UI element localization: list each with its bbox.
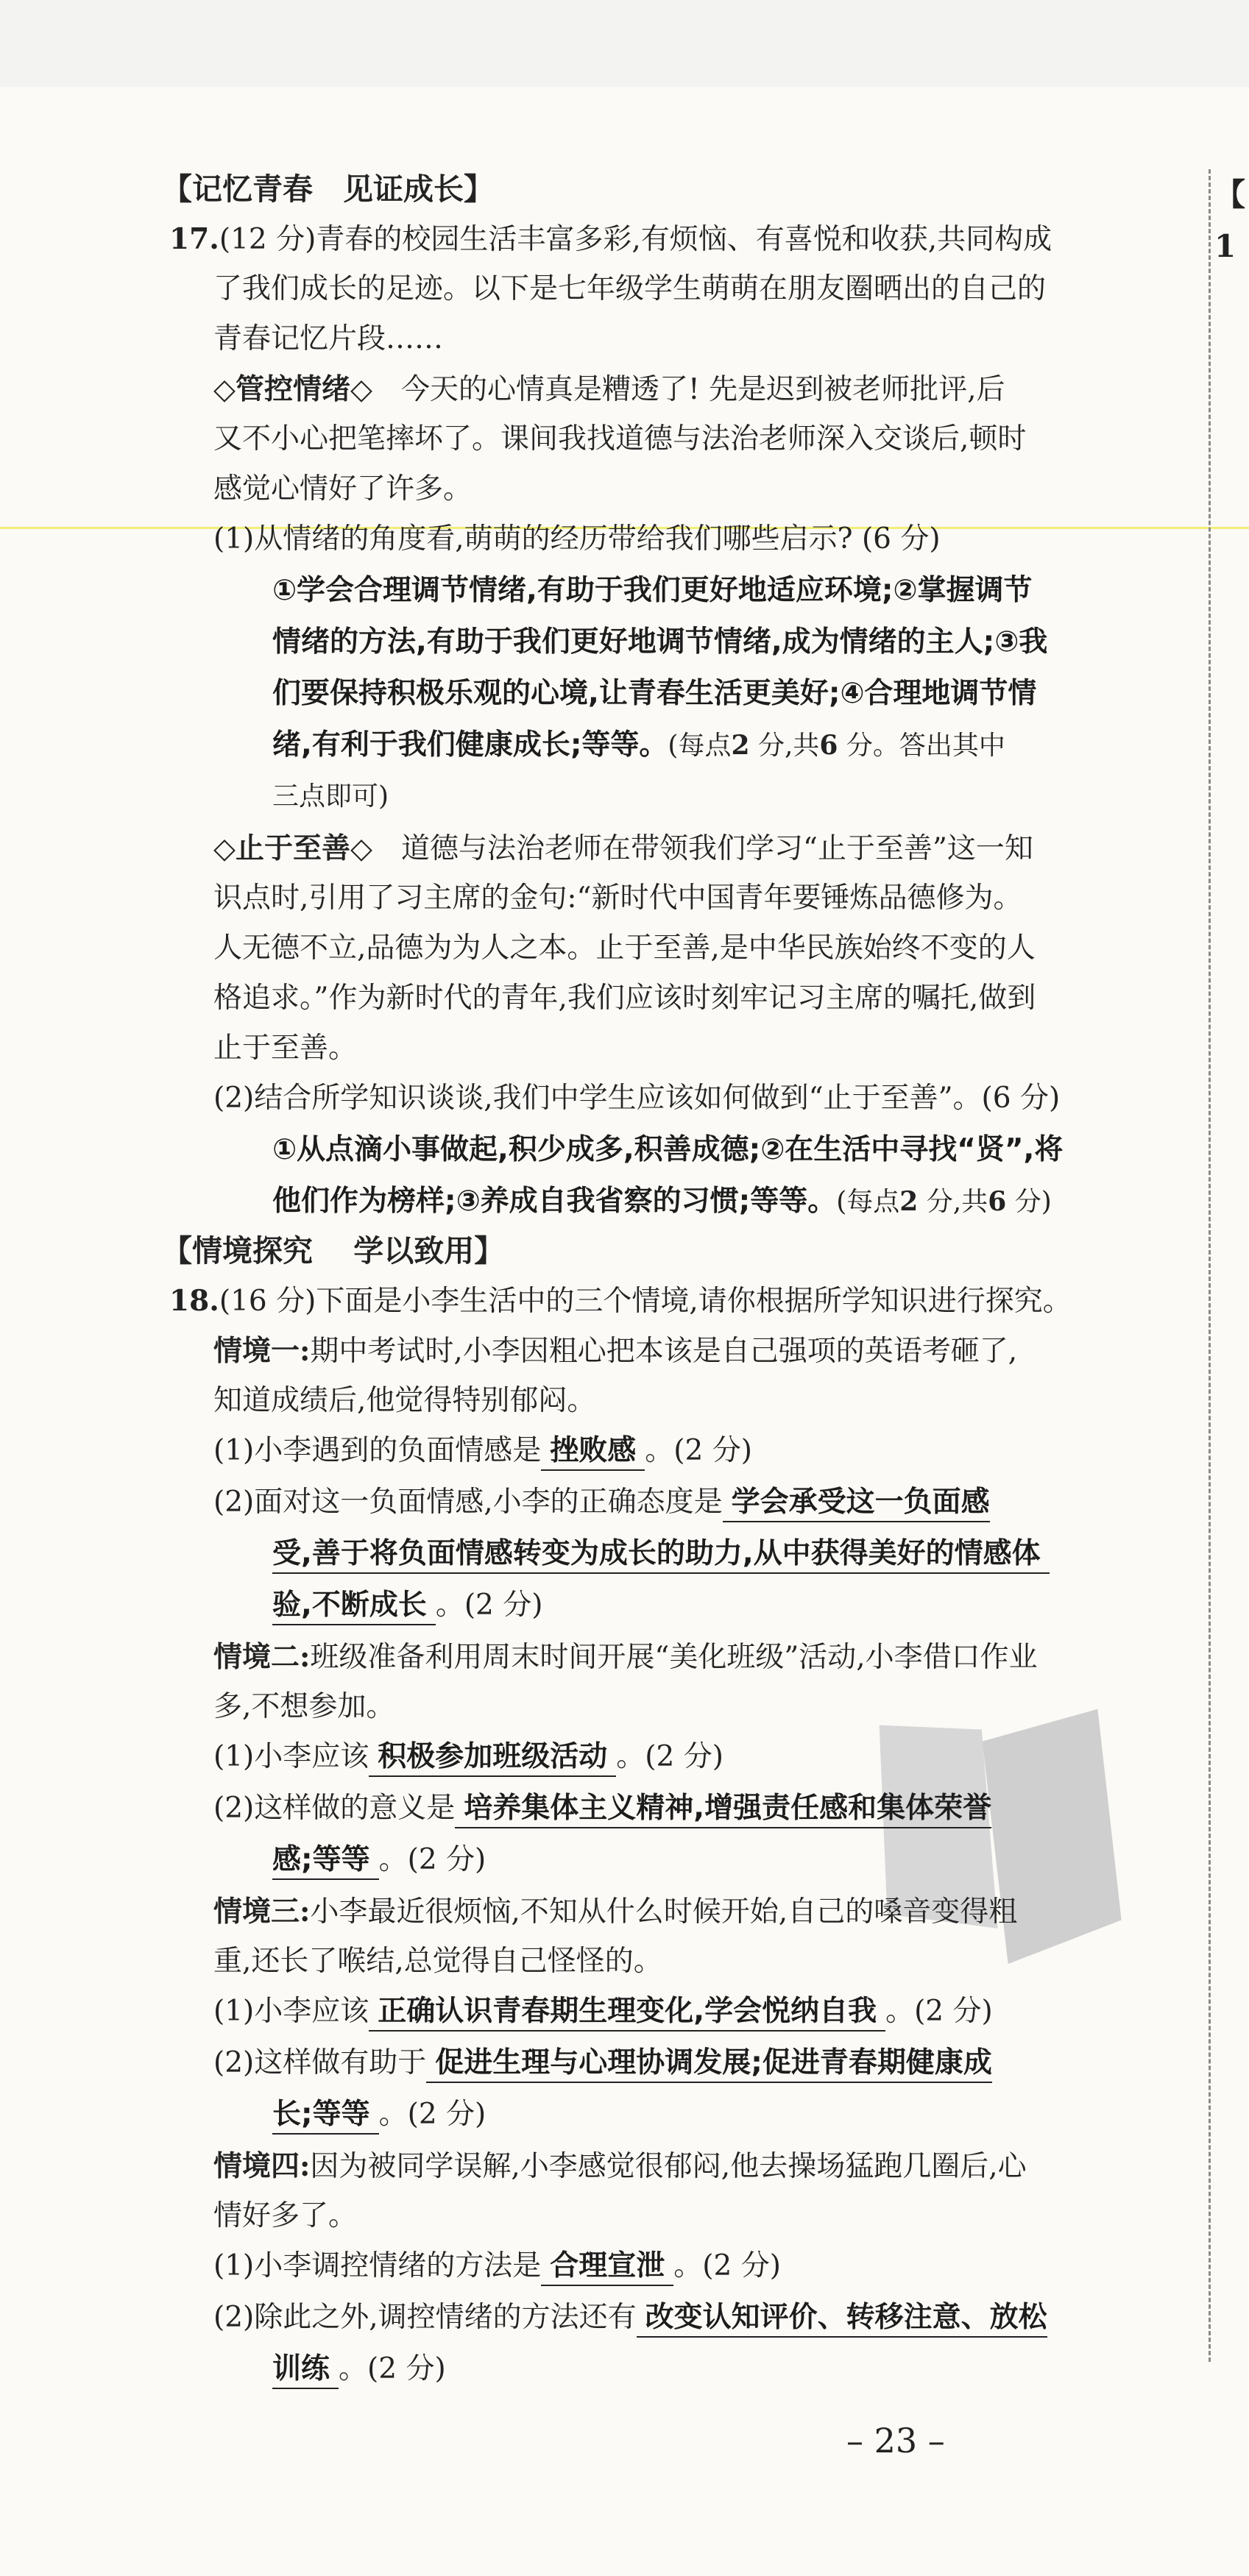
question-17-line-2: 了我们成长的足迹。以下是七年级学生萌萌在朋友圈晒出的自己的 xyxy=(213,272,1047,305)
material-2-line-4: 格追求。”作为新时代的青年,我们应该时刻牢记习主席的嘱托,做到 xyxy=(213,982,1036,1015)
material-text: 今天的心情真是糟透了! 先是迟到被老师批评,后 xyxy=(372,373,1005,406)
scenario-2-q1: (1)小李应该 积极参加班级活动 。(2 分) xyxy=(213,1734,723,1781)
fill-answer: 挫败感 xyxy=(541,1433,645,1471)
fill-answer: 培养集体主义精神,增强责任感和集体荣誉 xyxy=(455,1790,991,1828)
material-tag: ◇止于至善◇ xyxy=(213,831,372,865)
scenario-label: 情境二: xyxy=(213,1640,311,1674)
scenario-2-line-1: 情境二:班级准备利用周末时间开展“美化班级”活动,小李借口作业 xyxy=(213,1640,1038,1674)
material-2-line-3: 人无德不立,品德为为人之本。止于至善,是中华民族始终不变的人 xyxy=(213,932,1036,965)
right-column-number: 1 xyxy=(1214,228,1236,264)
fill-answer: 感;等等 xyxy=(272,1842,379,1880)
material-2-line-5: 止于至善。 xyxy=(213,1032,358,1065)
material-2-line-1 xyxy=(213,825,1033,873)
answer-text: 他们作为榜样;③养成自我省察的习惯;等等。 xyxy=(272,1185,837,1218)
sub-question-2: (2)结合所学知识谈谈,我们中学生应该如何做到“止于至善”。(6 分) xyxy=(213,1082,1061,1115)
answer-line-with-note xyxy=(272,1178,1052,1226)
stamp-watermark xyxy=(822,1661,1166,2017)
question-text: (12 分)青春的校园生活丰富多彩,有烦恼、有喜悦和收获,共同构成 xyxy=(219,223,1052,256)
scenario-label: 情境四: xyxy=(213,2149,311,2183)
scenario-2-line-2: 多,不想参加。 xyxy=(213,1690,395,1723)
column-divider xyxy=(1209,169,1211,2362)
scan-top-band xyxy=(0,0,1249,87)
scenario-4-q2-end: 训练 。(2 分) xyxy=(272,2346,446,2393)
scenario-3-q1: (1)小李应该 正确认识青春期生理变化,学会悦纳自我 。(2 分) xyxy=(213,1988,993,2035)
score-note: (每点2 分,共6 分) xyxy=(836,1186,1052,1217)
fill-answer: 长;等等 xyxy=(272,2096,379,2135)
page-number: – 23 – xyxy=(846,2421,945,2460)
section-title: 【情境探究 学以致用】 xyxy=(162,1233,505,1269)
score-note: 三点即可) xyxy=(272,781,389,812)
material-1-line-2: 又不小心把笔摔坏了。课间我找道德与法治老师深入交谈后,顿时 xyxy=(213,422,1027,455)
answer-line-with-note xyxy=(272,722,1005,770)
question-number: 17. xyxy=(169,222,219,256)
sub-question-1: (1)从情绪的角度看,萌萌的经历带给我们哪些启示? (6 分) xyxy=(213,522,941,556)
question-17-line-3: 青春记忆片段…… xyxy=(213,322,444,355)
score-note: (每点2 分,共6 分。答出其中 xyxy=(668,730,1005,761)
scenario-label: 情境三: xyxy=(213,1895,311,1929)
material-tag: ◇管控情绪◇ xyxy=(213,372,372,406)
scenario-1-line-1: 情境一:期中考试时,小李因粗心把本该是自己强项的英语考砸了, xyxy=(213,1334,1018,1368)
scenario-1-q2-end: 验,不断成长 。(2 分) xyxy=(272,1582,542,1629)
scenario-1-q2-cont xyxy=(272,1530,1050,1578)
scenario-1-q2: (2)面对这一负面情感,小李的正确态度是 学会承受这一负面感 xyxy=(213,1479,990,1526)
scenario-3-q2: (2)这样做有助于 促进生理与心理协调发展;促进青春期健康成 xyxy=(213,2040,992,2087)
material-1-line-3: 感觉心情好了许多。 xyxy=(213,472,473,505)
material-text: 道德与法治老师在带领我们学习“止于至善”这一知 xyxy=(372,832,1033,865)
fill-answer: 训练 xyxy=(272,2351,339,2389)
scenario-4-q2: (2)除此之外,调控情绪的方法还有 改变认知评价、转移注意、放松 xyxy=(213,2294,1047,2341)
scenario-1-line-2: 知道成绩后,他觉得特别郁闷。 xyxy=(213,1384,596,1417)
answer-line: 们要保持积极乐观的心境,让青春生活更美好;④合理地调节情 xyxy=(272,677,1037,710)
fill-answer: 受,善于将负面情感转变为成长的助力,从中获得美好的情感体 xyxy=(272,1536,1050,1574)
fill-answer: 改变认知评价、转移注意、放松 xyxy=(637,2299,1047,2338)
answer-line: 情绪的方法,有助于我们更好地调节情绪,成为情绪的主人;③我 xyxy=(272,625,1048,659)
fill-answer: 正确认识青春期生理变化,学会悦纳自我 xyxy=(369,1993,885,2032)
fill-answer: 促进生理与心理协调发展;促进青春期健康成 xyxy=(426,2045,992,2083)
question-text: (16 分)下面是小李生活中的三个情境,请你根据所学知识进行探究。 xyxy=(219,1285,1072,1318)
scenario-4-line-2: 情好多了。 xyxy=(213,2199,358,2232)
material-1-line-1 xyxy=(213,366,1005,414)
scenario-label: 情境一: xyxy=(213,1334,311,1368)
scenario-3-q2-end: 长;等等 。(2 分) xyxy=(272,2091,486,2138)
question-17-line-1 xyxy=(169,216,1052,263)
scenario-3-line-1: 情境三:小李最近很烦恼,不知从什么时候开始,自己的嗓音变得粗 xyxy=(213,1895,1018,1929)
scenario-1-q1: (1)小李遇到的负面情感是 挫败感 。(2 分) xyxy=(213,1427,752,1475)
fill-answer: 合理宣泄 xyxy=(541,2248,673,2286)
scenario-2-q2-end: 感;等等 。(2 分) xyxy=(272,1837,486,1884)
material-2-line-2: 识点时,引用了习主席的金句:“新时代中国青年要锤炼品德修为。 xyxy=(213,881,1022,915)
section-title: 【记忆青春 见证成长】 xyxy=(162,171,494,207)
question-18-intro xyxy=(169,1277,1072,1325)
question-number: 18. xyxy=(169,1284,219,1318)
answer-text: 绪,有利于我们健康成长;等等。 xyxy=(272,728,668,762)
scenario-2-q2: (2)这样做的意义是 培养集体主义精神,增强责任感和集体荣誉 xyxy=(213,1785,991,1832)
scenario-4-q1: (1)小李调控情绪的方法是 合理宣泄 。(2 分) xyxy=(213,2243,781,2290)
right-column-bracket: 【 xyxy=(1214,177,1246,213)
scenario-3-line-2: 重,还长了喉结,总觉得自己怪怪的。 xyxy=(213,1945,662,1978)
answer-line: ①学会合理调节情绪,有助于我们更好地适应环境;②掌握调节 xyxy=(272,574,1033,607)
fill-answer: 积极参加班级活动 xyxy=(369,1739,616,1777)
scenario-4-line-1: 情境四:因为被同学误解,小李感觉很郁闷,他去操场猛跑几圈后,心 xyxy=(213,2149,1027,2183)
answer-line: ①从点滴小事做起,积少成多,积善成德;②在生活中寻找“贤”,将 xyxy=(272,1133,1064,1166)
fill-answer: 学会承受这一负面感 xyxy=(723,1484,990,1522)
fill-answer: 验,不断成长 xyxy=(272,1587,436,1625)
